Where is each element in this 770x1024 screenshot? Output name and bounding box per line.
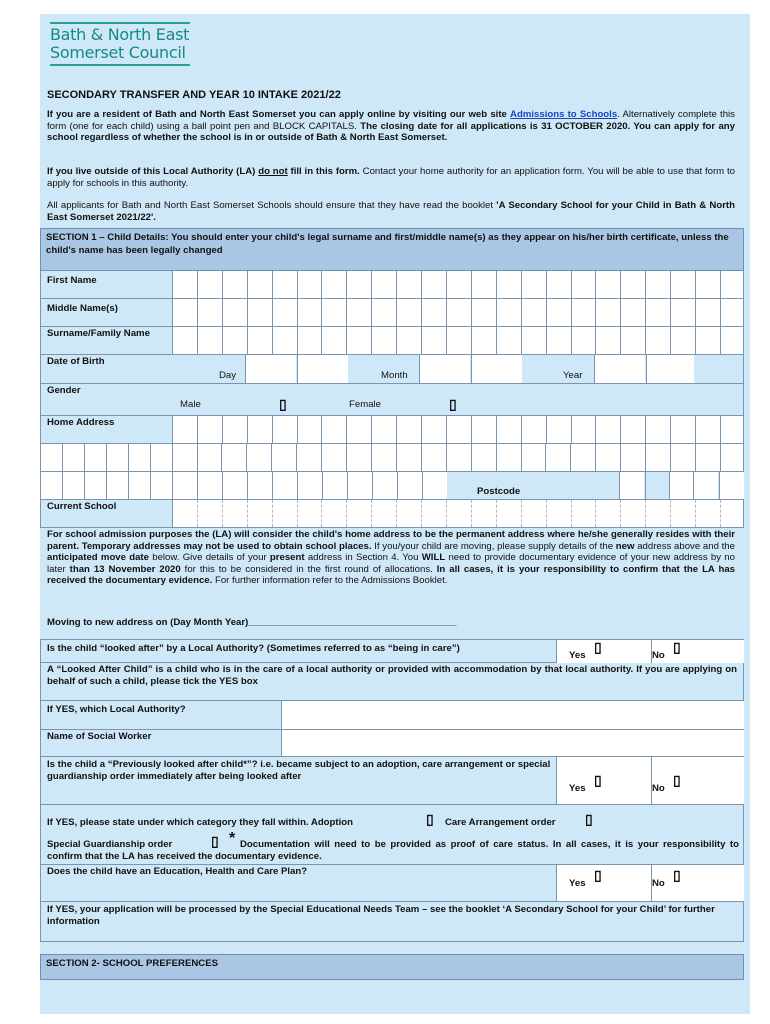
- social-worker-label: Name of Social Worker: [47, 731, 152, 742]
- year-label: Year: [563, 370, 583, 381]
- admissions-link[interactable]: Admissions to Schools: [510, 109, 618, 120]
- surname-label: Surname/Family Name: [47, 328, 150, 339]
- documentation-note: Documentation will need to be provided as proof of care status. In all cases, it is your responsibility to confirm that the LA has received the documentary evidence.: [47, 839, 739, 862]
- day-box-1[interactable]: [245, 355, 296, 383]
- previously-looked-after-question: Is the child a “Previously looked after child*”? i.e. became subject to an adoption, care arrangement or special guardianship order immediately after being looked after: [47, 759, 551, 782]
- postcode-box-1[interactable]: [619, 472, 644, 499]
- postcode-label: Postcode: [477, 486, 521, 497]
- looked-after-description: A “Looked After Child” is a child who is in the care of a local authority or provided with accommodation by that local authority. If you are applying on behalf of such a child, please tick the YES box: [47, 664, 737, 687]
- logo-line-1: Bath & North East: [50, 25, 190, 44]
- which-la-row: [40, 701, 744, 730]
- male-label: Male: [180, 399, 201, 410]
- current-school-row: [40, 500, 744, 528]
- footnote-star: *: [229, 830, 236, 847]
- sen-note-row: [40, 902, 744, 942]
- address-boxes-1[interactable]: [172, 416, 743, 443]
- female-label: Female: [349, 399, 381, 410]
- month-label: Month: [381, 370, 408, 381]
- form-page: [40, 14, 750, 1014]
- current-school-label: Current School: [47, 501, 117, 512]
- council-logo: [50, 20, 200, 68]
- postcode-gap: [645, 472, 671, 499]
- dob-row: [40, 355, 744, 384]
- social-worker-row: [40, 730, 744, 757]
- home-address-label: Home Address: [47, 417, 115, 428]
- adoption-checkbox[interactable]: ▯: [426, 811, 434, 827]
- looked-after-no-checkbox[interactable]: ▯: [673, 639, 681, 655]
- ehcp-row: [40, 865, 744, 902]
- middle-name-row: [40, 299, 744, 327]
- prev-no-cell: [651, 757, 744, 804]
- looked-after-yes-checkbox[interactable]: ▯: [594, 639, 602, 655]
- ehcp-question: Does the child have an Education, Health and Care Plan?: [47, 866, 308, 877]
- address-boxes-2[interactable]: [41, 444, 743, 471]
- looked-after-no-label: No: [652, 650, 665, 661]
- home-address-row-2: [40, 444, 744, 472]
- intro-paragraph-3: All applicants for Bath and North East Somerset Schools should ensure that they have read the booklet 'A Secondary School for your Child in Bath & North East Somerset 2021/22'.: [47, 200, 735, 223]
- middle-name-label: Middle Name(s): [47, 303, 118, 314]
- prev-no-label: No: [652, 783, 665, 794]
- female-checkbox[interactable]: ▯: [449, 396, 457, 412]
- address-paragraph: For school admission purposes the (LA) will consider the child's home address to be the permanent address where he/she generally resides with their parent. Temporary addresses may not be used to obtain school places. If you/your child are moving, please supply details of the new address above and the anticipated move date below. Give details of your present address in Section 4. You WILL need to provide documentary evidence of your new address by no later than 13 November 2020 for this to be considered in the first round of allocations. In all cases, it is your responsibility to confirm that the LA has received the documentary evidence. For further information refer to the Admissions Booklet.: [47, 529, 735, 586]
- first-name-label: First Name: [47, 275, 97, 286]
- section-2-header: SECTION 2- SCHOOL PREFERENCES: [40, 954, 744, 980]
- social-worker-input[interactable]: [281, 730, 744, 756]
- ehcp-no-checkbox[interactable]: ▯: [673, 867, 681, 883]
- month-box-2[interactable]: [471, 355, 522, 383]
- postcode-box-4[interactable]: [719, 472, 744, 499]
- ehcp-no-label: No: [652, 878, 665, 889]
- gender-row: [40, 384, 744, 416]
- logo-line-2: Somerset Council: [50, 43, 186, 62]
- surname-row: [40, 327, 744, 355]
- gender-label: Gender: [47, 385, 81, 396]
- previously-looked-after-row: [40, 757, 744, 805]
- current-school-boxes[interactable]: [172, 500, 743, 527]
- category-row: [40, 805, 744, 865]
- sen-note: If YES, your application will be processed by the Special Educational Needs Team – see the booklet ‘A Secondary School for your Child’ for further information: [47, 904, 715, 927]
- care-arrangement-checkbox[interactable]: ▯: [585, 811, 593, 827]
- middle-name-boxes[interactable]: [172, 299, 743, 326]
- address-boxes-3[interactable]: [41, 472, 473, 499]
- first-name-row: [40, 271, 744, 299]
- prev-yes-cell: [556, 757, 653, 804]
- section-1-header: SECTION 1 – Child Details: You should enter your child's legal surname and first/middle name(s) as they appear on his/her birth certificate, unless the child's name has been legally changed: [40, 228, 744, 271]
- category-label: If YES, please state under which category they fall within. Adoption: [47, 817, 353, 828]
- home-address-row-3: [40, 472, 744, 500]
- prev-yes-checkbox[interactable]: ▯: [594, 772, 602, 788]
- sgo-checkbox[interactable]: ▯: [211, 833, 219, 849]
- ehcp-yes-checkbox[interactable]: ▯: [594, 867, 602, 883]
- day-box-2[interactable]: [297, 355, 348, 383]
- looked-after-question: Is the child “looked after” by a Local Authority? (Sometimes referred to as “being in care”): [47, 643, 460, 654]
- looked-after-row: [40, 639, 744, 663]
- male-checkbox[interactable]: ▯: [279, 396, 287, 412]
- ehcp-yes-label: Yes: [569, 878, 586, 889]
- prev-no-checkbox[interactable]: ▯: [673, 772, 681, 788]
- form-title: SECONDARY TRANSFER AND YEAR 10 INTAKE 2021/22: [47, 89, 341, 101]
- moving-date-line[interactable]: Moving to new address on (Day Month Year)_______________________________________: [47, 617, 457, 628]
- day-label: Day: [219, 370, 237, 381]
- year-box-1[interactable]: [594, 355, 645, 383]
- postcode-box-2[interactable]: [669, 472, 694, 499]
- intro-paragraph-1: If you are a resident of Bath and North East Somerset you can apply online by visiting our web site Admissions to Schools. Alternatively complete this form (one for each child) using a ball point pen and BLOCK CAPITALS. The closing date for all applications is 31 OCTOBER 2020. You can apply for any school regardless of whether the school is in or outside of Bath & North East Somerset.: [47, 109, 735, 143]
- first-name-boxes[interactable]: [172, 271, 743, 298]
- postcode-box-3[interactable]: [693, 472, 718, 499]
- dob-label: Date of Birth: [47, 356, 105, 367]
- prev-yes-label: Yes: [569, 783, 586, 794]
- looked-after-yes-label: Yes: [569, 650, 586, 661]
- year-box-2[interactable]: [646, 355, 694, 383]
- month-box-1[interactable]: [419, 355, 470, 383]
- surname-boxes[interactable]: [172, 327, 743, 354]
- looked-after-description-row: [40, 663, 744, 701]
- home-address-row-1: [40, 416, 744, 444]
- care-arrangement-label: Care Arrangement order: [445, 817, 556, 828]
- which-la-label: If YES, which Local Authority?: [47, 704, 186, 715]
- sgo-label: Special Guardianship order: [47, 839, 173, 850]
- which-la-input[interactable]: [281, 701, 744, 729]
- intro-paragraph-2: If you live outside of this Local Authority (LA) do not fill in this form. Contact your home authority for an application form. You will be able to use that form to apply for schools in this authority.: [47, 166, 735, 189]
